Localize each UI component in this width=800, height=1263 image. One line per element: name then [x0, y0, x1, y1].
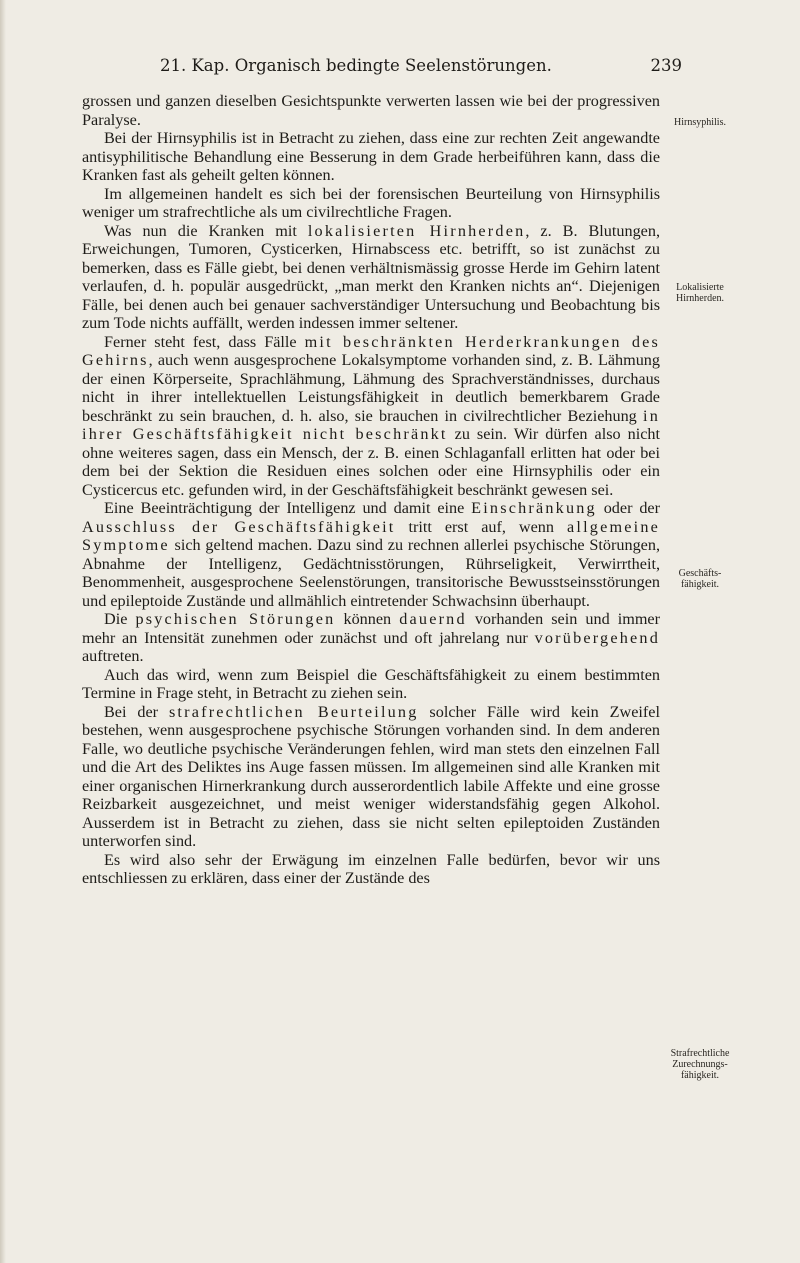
- text-run: zu sein. Wir dürfen also nicht ohne weiteres sagen, dass ein Mensch, der z. B. einen Schlaganfall erlitten hat oder bei dem bei der Sektion die Residuen eines solchen oder eine Hirnsyphilis oder ein Cysticercus etc. gefunden wird, in der Geschäftsfähigkeit beschränkt gewesen sei.: [82, 425, 660, 499]
- spaced-emphasis: lokalisierten Hirnherden: [307, 221, 526, 240]
- text-run: Ferner steht fest, dass Fälle: [104, 332, 305, 351]
- spaced-emphasis: Einschränkung: [471, 499, 597, 517]
- marginal-note-strafrechtliche-zurechnungsfaehigkeit: Strafrechtliche Zurechnungs- fähigkeit.: [670, 1048, 730, 1081]
- text-run: oder der: [596, 499, 660, 517]
- marginal-note-lokalisierte-hirnherden: Lokalisierte Hirnherden.: [675, 282, 725, 304]
- text-run: , auch wenn ausgesprochene Lokalsymptome vorhanden sind, z. B. Lähmung der einen Körperseite, Sprachlähmung, Lähmung des Sprachverständnisses, durchaus nicht in ihrer intellektuellen Leistungsfähigkeit in deutlich bemerkbarem Grade beschränkt zu sein brauchen, d. h. also, sie brauchen in civilrechtlicher Beziehung: [82, 351, 660, 425]
- chapter-title: 21. Kap. Organisch bedingte Seelenstörungen.: [160, 56, 552, 75]
- text-run: sich geltend machen. Dazu sind zu rechnen allerlei psychische Störungen, Abnahme der Intelligenz, Gedächtnisstörungen, Rührseligkeit, Verwirrtheit, Benommenheit, ausgesprochene Seelenstörungen, transitorische Bewusstseinsstörungen und epileptoide Zustände und allmählich eintretender Schwachsinn überhaupt.: [82, 536, 660, 610]
- paragraph: [82, 499, 660, 610]
- spaced-emphasis: strafrechtlichen Beurteilung: [168, 702, 419, 721]
- page-edge-shadow: [0, 0, 6, 1263]
- spaced-emphasis: in ihrer Geschäftsfähigkeit nicht beschränkt: [82, 406, 660, 443]
- paragraph: grossen und ganzen dieselben Gesichtspunkte verwerten lassen wie bei der progressiven Paralyse.: [82, 92, 660, 129]
- text-run: Eine Beeinträchtigung der Intelligenz und damit eine: [104, 499, 472, 517]
- paragraph: Auch das wird, wenn zum Beispiel die Geschäftsfähigkeit zu einem bestimmten Termine in Frage steht, in Betracht zu ziehen sein.: [82, 665, 660, 702]
- paragraph: Im allgemeinen handelt es sich bei der forensischen Beurteilung von Hirnsyphilis weniger um strafrechtliche als um civilrechtliche Fragen.: [82, 184, 660, 221]
- page-number: 239: [650, 56, 682, 75]
- text-run: Die: [104, 610, 136, 628]
- text-run: Bei der: [104, 702, 169, 721]
- text-run: auftreten.: [82, 647, 144, 665]
- text-run: Was nun die Kranken mit: [104, 221, 308, 240]
- running-header: [160, 56, 682, 78]
- paragraph: [82, 703, 660, 851]
- text-run: vorhanden sein und immer mehr an Intensität zunehmen oder zunächst und oft jahrelang nur: [82, 610, 661, 647]
- marginal-note-hirnsyphilis: Hirnsyphilis.: [674, 117, 726, 128]
- marginal-note-geschaeftsfaehigkeit: Geschäfts- fähigkeit.: [678, 568, 722, 590]
- paragraph: [82, 222, 660, 333]
- paragraph: [82, 333, 660, 500]
- body-text: [82, 92, 660, 888]
- spaced-emphasis: dauernd: [399, 610, 467, 628]
- paragraph: [82, 610, 660, 666]
- text-run: tritt erst auf, wenn: [395, 517, 567, 536]
- spaced-emphasis: psychischen Störungen: [135, 610, 336, 628]
- spaced-emphasis: vorübergehend: [534, 628, 660, 647]
- paragraph: Es wird also sehr der Erwägung im einzelnen Falle bedürfen, bevor wir uns entschliessen zu erklären, dass einer der Zustände des: [82, 850, 660, 887]
- paragraph: Bei der Hirnsyphilis ist in Betracht zu ziehen, dass eine zur rechten Zeit angewandte antisyphilitische Behandlung eine Besserung in dem Grade herbeiführen kann, dass die Kranken fast als geheilt gelten können.: [82, 129, 660, 184]
- text-run: , z. B. Blutungen, Erweichungen, Tumoren, Cysticerken, Hirnabscess etc. betrifft, so ist zunächst zu bemerken, dass es Fälle giebt, bei denen verhältnismässig grosse Herde im Gehirn latent verlaufen, d. h. populär ausgedrückt, „man merkt den Kranken nichts an“. Diejenigen Fälle, bei denen auch bei genauer sachverständiger Untersuchung und Beobachtung bis zum Tode nichts auffällt, werden indessen immer seltener.: [82, 221, 660, 332]
- spaced-emphasis: Ausschluss der Geschäftsfähigkeit: [82, 517, 396, 536]
- text-run: können: [335, 610, 400, 628]
- spaced-emphasis: allgemeine Symptome: [82, 517, 661, 554]
- spaced-emphasis: mit beschränkten Herderkrankungen des Gehirns: [82, 332, 661, 369]
- text-run: solcher Fälle wird kein Zweifel bestehen, wenn ausgesprochene psychische Störungen vorhanden sind. In dem anderen Falle, wo deutliche psychische Veränderungen fehlen, wird man stets den einzelnen Fall und die Art des Deliktes ins Auge fassen müssen. Im allgemeinen sind alle Kranken mit einer organischen Hirnerkrankung durch ausserordentlich labile Affekte und eine grosse Reizbarkeit ausgezeichnet, und meist weniger widerstandsfähig gegen Alkohol. Ausserdem ist in Betracht zu ziehen, dass sie nicht selten epileptoiden Zuständen unterworfen sind.: [82, 702, 660, 850]
